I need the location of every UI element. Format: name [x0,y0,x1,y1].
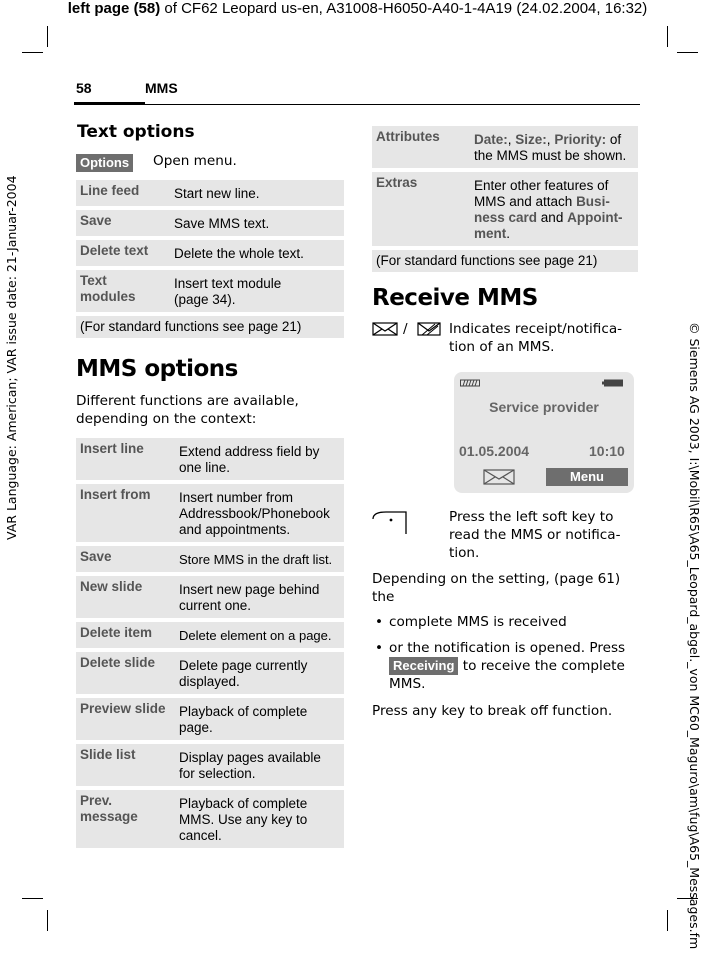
option-key [76,270,170,312]
page-number: 58 [76,80,92,96]
battery-icon [602,379,624,387]
menu-softkey: Menu [546,468,628,486]
icon-separator: / [403,321,408,337]
crop-mark [667,26,668,47]
option-key: Attributes [372,126,470,168]
table-row [76,438,344,480]
table-row [76,240,344,266]
table-row [76,744,344,786]
option-value: Display pages available for selection. [175,744,344,786]
provider-name: Service provider [489,399,599,415]
attr-date: Date: [474,132,508,147]
option-key: Delete text [76,240,170,266]
options-softkey-row [76,152,133,172]
table-row [76,698,344,740]
attr-sep: , [507,132,516,147]
bullet-2 [389,639,637,693]
option-value: Insert new page behind current one. [175,576,344,618]
print-header-title: left page (58) [67,0,161,17]
option-value: Delete page currently displayed. [175,652,344,694]
option-value: Start new line. [170,180,344,206]
bullet-1-text: complete MMS is received [389,614,567,630]
option-value: Playback of complete MMS. Use any key to cancel. [175,790,344,848]
table-row [76,316,344,338]
option-key: Slide list [76,744,175,786]
mms-options-intro: Different functions are available, depending on the context: [76,393,299,427]
indicates-text: Indicates receipt/notifica-tion of an MMS. [449,321,623,355]
attr-sep: , [546,132,555,147]
option-key: Delete item [76,622,175,648]
option-value: Delete element on a page. [175,622,344,648]
receiving-softkey: Receiving [389,657,458,675]
bullet-marker: • [375,640,384,656]
left-softkey-icon [372,511,408,535]
press-any-key-text: Press any key to break off function. [372,703,613,719]
crop-mark [22,898,43,899]
option-key: Insert from [76,484,175,542]
table-row [76,652,344,694]
left-margin-text: VAR Language: American; VAR issue date: 21-Januar-2004 [4,175,19,540]
attr-priority: Priority: [554,132,607,147]
option-key: Delete slide [76,652,175,694]
extras-dot: . [506,226,511,241]
header-rule-thick [74,102,145,105]
section-title: MMS [145,80,178,96]
option-value: Playback of complete page. [175,698,344,740]
option-value: Save MMS text. [170,210,344,236]
table-row [372,126,638,168]
print-header-rest: of CF62 Leopard us-en, A31008-H6050-A40-1-4A19 (24.02.2004, 16:32) [160,0,648,17]
phone-time: 10:10 [589,443,625,459]
print-header [0,0,715,18]
extras-text: Enter other features of MMS and attach [474,178,609,209]
table-row [76,546,344,572]
table-row [76,484,344,542]
receive-mms-heading: Receive MMS [372,285,538,311]
text-options-heading: Text options [77,122,195,142]
depending-text: Depending on the setting, (page 61) the [372,571,621,605]
signal-strength-icon [460,379,480,387]
crop-mark [677,52,698,53]
table-row [76,622,344,648]
text-options-table [76,176,344,342]
mms-options-table [76,434,344,852]
bullet-2-text: or the notification is opened. Press [389,640,626,656]
crop-mark [667,910,668,931]
bullet-marker: • [375,614,384,630]
table-footer: (For standard functions see page 21) [76,316,344,338]
table-row [76,790,344,848]
table-row [372,250,638,272]
option-value: Extend address field by one line. [175,438,344,480]
option-key-text: Text modules [80,273,136,304]
attr-size: Size: [515,132,547,147]
option-key-text: Prev. message [80,793,138,824]
envelope-icon [483,468,515,486]
crop-mark [47,26,48,47]
table-footer: (For standard functions see page 21) [372,250,638,272]
extras-business-card: Busi-ness card [474,194,610,225]
table-row [76,576,344,618]
table-row [372,172,638,246]
option-value: Insert number from Addressbook/Phonebook and appointments. [175,484,344,542]
option-key [76,790,175,848]
attr-tail: of the MMS must be shown. [474,132,627,163]
options-softkey-desc: Open menu. [153,153,237,169]
attributes-table [372,122,638,276]
options-softkey: Options [76,154,133,172]
press-left-softkey-text: Press the left soft key to read the MMS or notifica-tion. [449,509,621,561]
option-key: Save [76,546,175,572]
option-value [470,172,638,246]
extras-and: and [537,210,568,225]
option-value-text: Insert text module (page 34). [174,276,282,307]
option-value: Delete the whole text. [170,240,344,266]
option-key: Save [76,210,170,236]
crop-mark [22,52,43,53]
option-value [170,270,344,312]
right-margin-text: © Siemens AG 2003, I:\Mobil\R65\A65_Leopard_abgel._von MC60_Maguro\am\fug\A65_Messages.fm [687,322,702,950]
table-row [76,210,344,236]
extras-appointment: Appoint-ment [474,210,623,241]
phone-display [454,372,634,493]
header-rule-thin [145,104,640,105]
option-value: Store MMS in the draft list. [175,546,344,572]
option-key: Extras [372,172,470,246]
table-row [76,270,344,312]
table-row [76,180,344,206]
option-key: Line feed [76,180,170,206]
crop-mark [47,910,48,931]
bullet-2-tail: to receive the complete MMS. [389,658,625,692]
option-key: Preview slide [76,698,175,740]
option-key: New slide [76,576,175,618]
phone-date: 01.05.2004 [459,443,530,459]
option-key: Insert line [76,438,175,480]
option-value [470,126,638,168]
mms-options-heading: MMS options [76,356,238,382]
